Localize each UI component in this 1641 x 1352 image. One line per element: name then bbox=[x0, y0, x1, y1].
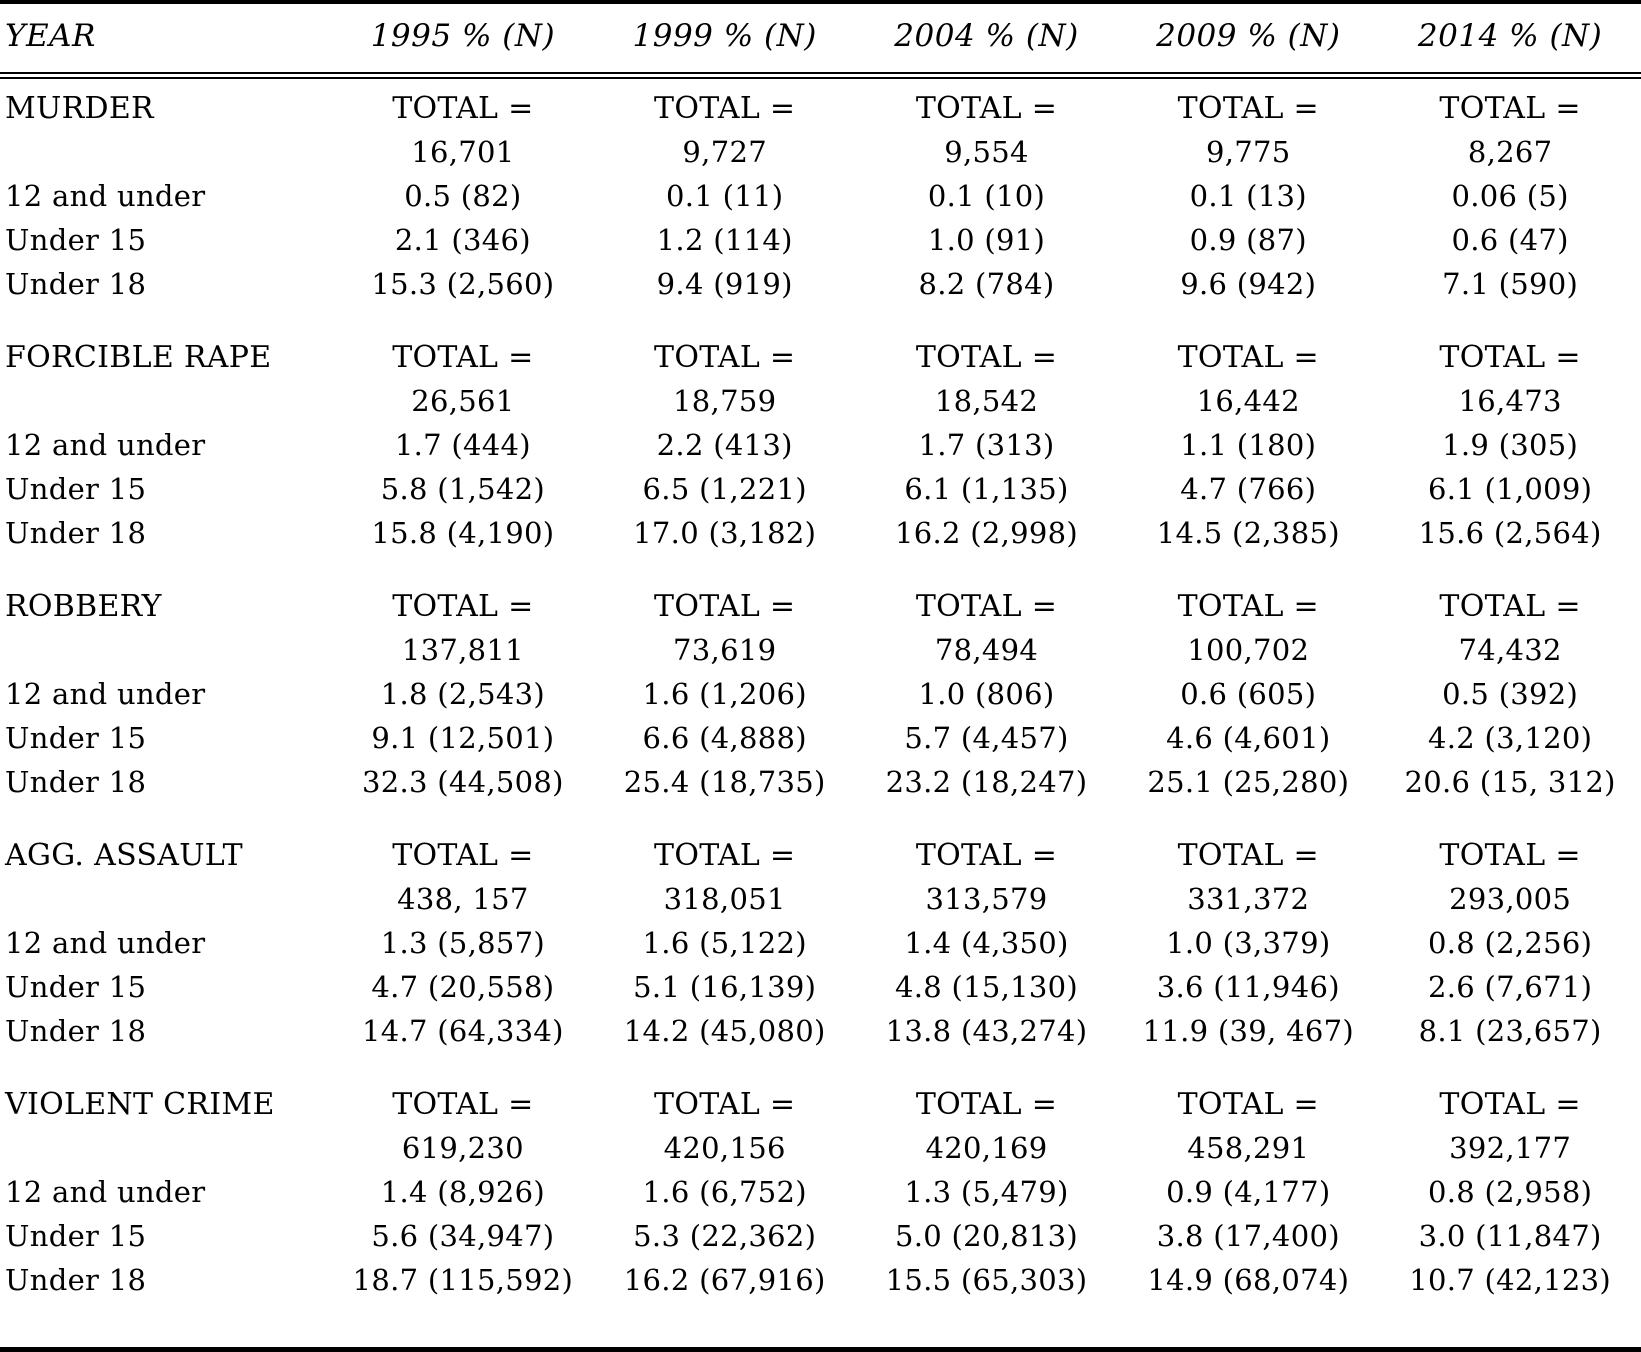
total-value: 458,291 bbox=[1187, 1131, 1310, 1165]
age-group-row bbox=[0, 760, 1641, 804]
total-label: TOTAL = bbox=[1177, 589, 1319, 624]
age-group-row bbox=[0, 423, 1641, 467]
total-label: TOTAL = bbox=[1439, 589, 1581, 624]
total-value: 420,169 bbox=[925, 1131, 1048, 1165]
stat-value: 15.3 (2,560) bbox=[371, 267, 555, 301]
age-group-row bbox=[0, 174, 1641, 218]
stat-value: 2.6 (7,671) bbox=[1427, 970, 1593, 1004]
stat-value: 1.6 (6,752) bbox=[642, 1175, 807, 1209]
stat-value: 0.8 (2,256) bbox=[1427, 926, 1593, 960]
total-label: TOTAL = bbox=[654, 91, 796, 126]
stat-value: 0.1 (13) bbox=[1189, 179, 1307, 213]
year-column-header: YEAR bbox=[0, 4, 332, 76]
age-group-label: 12 and under bbox=[5, 677, 206, 711]
age-group-label: Under 18 bbox=[5, 1263, 147, 1297]
stat-value: 5.8 (1,542) bbox=[380, 472, 546, 506]
stat-value: 18.7 (115,592) bbox=[352, 1263, 574, 1297]
stat-value: 8.2 (784) bbox=[918, 267, 1055, 301]
stat-value: 9.4 (919) bbox=[656, 267, 793, 301]
age-group-row bbox=[0, 1258, 1641, 1302]
stat-value: 10.7 (42,123) bbox=[1409, 1263, 1611, 1297]
total-label: TOTAL = bbox=[1177, 340, 1319, 375]
total-label: TOTAL = bbox=[1439, 1087, 1581, 1122]
stat-value: 25.1 (25,280) bbox=[1147, 765, 1350, 799]
total-value: 9,727 bbox=[682, 135, 767, 169]
stat-value: 3.8 (17,400) bbox=[1156, 1219, 1340, 1253]
stat-value: 16.2 (67,916) bbox=[623, 1263, 826, 1297]
stat-value: 4.7 (766) bbox=[1180, 472, 1317, 506]
stat-value: 1.1 (180) bbox=[1180, 428, 1317, 462]
empty-cell bbox=[0, 1127, 332, 1170]
stat-value: 0.5 (392) bbox=[1442, 677, 1579, 711]
total-value: 100,702 bbox=[1187, 633, 1310, 667]
stat-value: 6.1 (1,135) bbox=[904, 472, 1069, 506]
total-label: TOTAL = bbox=[1177, 838, 1319, 873]
empty-cell bbox=[0, 878, 332, 921]
stat-value: 17.0 (3,182) bbox=[633, 516, 817, 550]
stat-value: 0.06 (5) bbox=[1451, 179, 1569, 213]
stat-value: 0.9 (87) bbox=[1189, 223, 1307, 257]
stat-value: 25.4 (18,735) bbox=[623, 765, 826, 799]
stat-value: 1.9 (305) bbox=[1442, 428, 1579, 462]
stat-value: 1.6 (1,206) bbox=[642, 677, 807, 711]
stat-value: 4.6 (4,601) bbox=[1166, 721, 1331, 755]
age-group-row bbox=[0, 511, 1641, 555]
stat-value: 15.6 (2,564) bbox=[1418, 516, 1602, 550]
age-group-label: Under 15 bbox=[5, 970, 147, 1004]
stat-value: 1.8 (2,543) bbox=[380, 677, 546, 711]
total-value: 438, 157 bbox=[397, 882, 529, 916]
age-group-row bbox=[0, 672, 1641, 716]
stat-value: 6.5 (1,221) bbox=[642, 472, 807, 506]
stat-value: 1.0 (91) bbox=[927, 223, 1046, 257]
stat-value: 14.7 (64,334) bbox=[362, 1014, 564, 1048]
stat-value: 1.4 (8,926) bbox=[380, 1175, 546, 1209]
stat-value: 5.6 (34,947) bbox=[371, 1219, 555, 1253]
age-group-row bbox=[0, 1214, 1641, 1258]
stat-value: 1.2 (114) bbox=[656, 223, 793, 257]
crime-statistics-table bbox=[0, 4, 1641, 1302]
age-group-label: Under 18 bbox=[5, 765, 147, 799]
stat-value: 0.9 (4,177) bbox=[1166, 1175, 1331, 1209]
stat-value: 1.3 (5,479) bbox=[904, 1175, 1069, 1209]
stat-value: 0.8 (2,958) bbox=[1427, 1175, 1593, 1209]
total-label: TOTAL = bbox=[392, 91, 534, 126]
age-group-label: Under 15 bbox=[5, 223, 147, 257]
stat-value: 15.5 (65,303) bbox=[885, 1263, 1088, 1297]
age-group-row bbox=[0, 1170, 1641, 1214]
age-group-label: Under 18 bbox=[5, 267, 147, 301]
stat-value: 1.7 (444) bbox=[394, 428, 531, 462]
stat-value: 1.0 (806) bbox=[918, 677, 1055, 711]
stat-value: 0.1 (11) bbox=[666, 179, 784, 213]
stat-value: 7.1 (590) bbox=[1442, 267, 1579, 301]
total-value: 293,005 bbox=[1449, 882, 1572, 916]
age-group-row bbox=[0, 218, 1641, 262]
empty-cell bbox=[0, 380, 332, 423]
age-group-row bbox=[0, 467, 1641, 511]
total-label: TOTAL = bbox=[915, 1087, 1058, 1122]
total-value: 73,619 bbox=[673, 633, 777, 667]
total-label: TOTAL = bbox=[1439, 340, 1581, 375]
col-header-2009: 2009 % (N) bbox=[1117, 4, 1379, 76]
total-value: 18,542 bbox=[934, 384, 1039, 418]
total-value: 78,494 bbox=[934, 633, 1039, 667]
total-label: TOTAL = bbox=[392, 838, 534, 873]
stat-value: 1.0 (3,379) bbox=[1166, 926, 1331, 960]
total-value: 9,554 bbox=[944, 135, 1029, 169]
crime-label: ROBBERY bbox=[5, 589, 162, 624]
stat-value: 5.7 (4,457) bbox=[904, 721, 1069, 755]
total-label: TOTAL = bbox=[915, 589, 1058, 624]
total-label: TOTAL = bbox=[915, 91, 1058, 126]
age-group-label: 12 and under bbox=[5, 428, 206, 462]
total-value-row bbox=[0, 629, 1641, 672]
stat-value: 4.7 (20,558) bbox=[371, 970, 555, 1004]
stat-value: 0.1 (10) bbox=[927, 179, 1046, 213]
stat-value: 4.8 (15,130) bbox=[894, 970, 1079, 1004]
total-value-row bbox=[0, 131, 1641, 174]
total-label: TOTAL = bbox=[1439, 838, 1581, 873]
stat-value: 1.4 (4,350) bbox=[904, 926, 1069, 960]
age-group-label: 12 and under bbox=[5, 179, 206, 213]
total-label: TOTAL = bbox=[915, 838, 1058, 873]
stat-value: 8.1 (23,657) bbox=[1418, 1014, 1602, 1048]
empty-cell bbox=[0, 629, 332, 672]
age-group-row bbox=[0, 1009, 1641, 1053]
stat-value: 0.5 (82) bbox=[404, 179, 522, 213]
stat-value: 3.6 (11,946) bbox=[1156, 970, 1340, 1004]
age-group-label: Under 15 bbox=[5, 1219, 147, 1253]
stat-value: 14.2 (45,080) bbox=[623, 1014, 826, 1048]
total-label: TOTAL = bbox=[1177, 1087, 1319, 1122]
total-label: TOTAL = bbox=[654, 1087, 796, 1122]
age-group-label: 12 and under bbox=[5, 926, 206, 960]
total-value: 16,442 bbox=[1196, 384, 1300, 418]
stat-value: 6.1 (1,009) bbox=[1427, 472, 1593, 506]
section-header-row bbox=[0, 306, 1641, 380]
stat-value: 2.2 (413) bbox=[656, 428, 793, 462]
stat-value: 5.3 (22,362) bbox=[633, 1219, 817, 1253]
age-group-row bbox=[0, 716, 1641, 760]
col-header-2014: 2014 % (N) bbox=[1379, 4, 1641, 76]
age-group-label: Under 15 bbox=[5, 721, 147, 755]
stat-value: 20.6 (15, 312) bbox=[1404, 765, 1616, 799]
total-value: 392,177 bbox=[1449, 1131, 1572, 1165]
total-label: TOTAL = bbox=[654, 340, 796, 375]
stat-value: 16.2 (2,998) bbox=[894, 516, 1079, 550]
total-label: TOTAL = bbox=[392, 1087, 534, 1122]
age-group-label: Under 18 bbox=[5, 516, 147, 550]
total-label: TOTAL = bbox=[392, 589, 534, 624]
total-value-row bbox=[0, 1127, 1641, 1170]
age-group-label: Under 18 bbox=[5, 1014, 147, 1048]
stat-value: 1.6 (5,122) bbox=[642, 926, 807, 960]
stat-value: 0.6 (47) bbox=[1451, 223, 1569, 257]
total-value: 619,230 bbox=[401, 1131, 524, 1165]
stat-value: 9.1 (12,501) bbox=[371, 721, 555, 755]
section-header-row bbox=[0, 804, 1641, 878]
stat-value: 5.1 (16,139) bbox=[633, 970, 817, 1004]
crime-label: VIOLENT CRIME bbox=[5, 1087, 275, 1122]
total-value-row bbox=[0, 380, 1641, 423]
crime-label: AGG. ASSAULT bbox=[5, 838, 243, 873]
total-value: 331,372 bbox=[1187, 882, 1310, 916]
stat-value: 3.0 (11,847) bbox=[1418, 1219, 1602, 1253]
stat-value: 15.8 (4,190) bbox=[371, 516, 555, 550]
total-label: TOTAL = bbox=[915, 340, 1058, 375]
crime-label: FORCIBLE RAPE bbox=[5, 340, 272, 375]
col-header-1995: 1995 % (N) bbox=[332, 4, 594, 76]
header-row bbox=[0, 4, 1641, 76]
stat-value: 6.6 (4,888) bbox=[642, 721, 807, 755]
stat-value: 1.7 (313) bbox=[918, 428, 1055, 462]
total-value: 18,759 bbox=[673, 384, 777, 418]
crime-label: MURDER bbox=[5, 91, 154, 126]
empty-cell bbox=[0, 131, 332, 174]
stat-value: 1.3 (5,857) bbox=[380, 926, 546, 960]
age-group-row bbox=[0, 965, 1641, 1009]
total-value: 26,561 bbox=[411, 384, 515, 418]
total-label: TOTAL = bbox=[1177, 91, 1319, 126]
total-value: 9,775 bbox=[1206, 135, 1291, 169]
stat-value: 5.0 (20,813) bbox=[894, 1219, 1079, 1253]
stat-value: 13.8 (43,274) bbox=[885, 1014, 1088, 1048]
total-value: 8,267 bbox=[1467, 135, 1553, 169]
total-label: TOTAL = bbox=[1439, 91, 1581, 126]
col-header-2004: 2004 % (N) bbox=[856, 4, 1118, 76]
total-value: 318,051 bbox=[663, 882, 786, 916]
stat-value: 11.9 (39, 467) bbox=[1142, 1014, 1354, 1048]
section-header-row bbox=[0, 1053, 1641, 1127]
total-value: 313,579 bbox=[925, 882, 1048, 916]
age-group-row bbox=[0, 262, 1641, 306]
total-label: TOTAL = bbox=[392, 340, 534, 375]
stat-value: 0.6 (605) bbox=[1180, 677, 1317, 711]
stat-value: 23.2 (18,247) bbox=[885, 765, 1088, 799]
total-label: TOTAL = bbox=[654, 589, 796, 624]
total-value-row bbox=[0, 878, 1641, 921]
table-body bbox=[0, 76, 1641, 1303]
stat-value: 9.6 (942) bbox=[1180, 267, 1317, 301]
total-value: 420,156 bbox=[663, 1131, 786, 1165]
section-header-row bbox=[0, 76, 1641, 132]
stat-value: 4.2 (3,120) bbox=[1427, 721, 1593, 755]
stat-value: 32.3 (44,508) bbox=[362, 765, 564, 799]
total-value: 16,473 bbox=[1458, 384, 1562, 418]
age-group-label: 12 and under bbox=[5, 1175, 206, 1209]
total-value: 137,811 bbox=[401, 633, 524, 667]
age-group-label: Under 15 bbox=[5, 472, 147, 506]
col-header-1999: 1999 % (N) bbox=[594, 4, 856, 76]
stat-value: 14.5 (2,385) bbox=[1156, 516, 1340, 550]
age-group-row bbox=[0, 921, 1641, 965]
total-label: TOTAL = bbox=[654, 838, 796, 873]
total-value: 74,432 bbox=[1458, 633, 1562, 667]
total-value: 16,701 bbox=[411, 135, 515, 169]
section-header-row bbox=[0, 555, 1641, 629]
stat-value: 14.9 (68,074) bbox=[1147, 1263, 1350, 1297]
stat-value: 2.1 (346) bbox=[394, 223, 531, 257]
